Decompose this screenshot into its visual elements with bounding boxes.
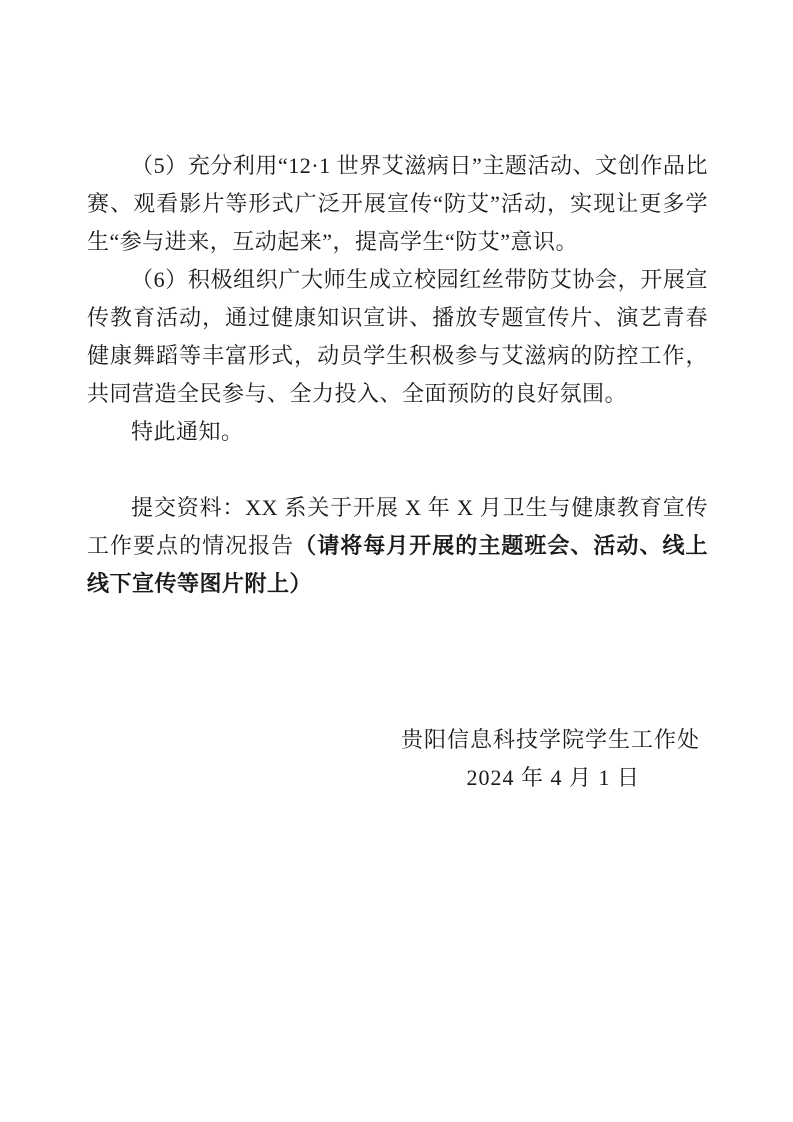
date: 2024 年 4 月 1 日: [466, 765, 640, 790]
paragraph-item-5: （5）充分利用“12·1 世界艾滋病日”主题活动、文创作品比赛、观看影片等形式广泛开展宣传“防艾”活动，实现让更多学生“参与进来，互动起来”，提高学生“防艾”意识。: [87, 153, 708, 254]
materials-paragraph: [87, 489, 708, 603]
materials-text: 提交资料：XX 系关于开展 X 年 X 月卫生与健康教育宣传工作要点的情况报告: [87, 495, 708, 558]
signature: 贵阳信息科技学院学生工作处: [400, 727, 700, 752]
closing-notice: 特此通知。: [131, 419, 244, 444]
materials-bold-note: （请将每月开展的主题班会、活动、线上线下宣传等图片附上）: [87, 533, 708, 596]
paragraph-item-6: （6）积极组织广大师生成立校园红丝带防艾协会，开展宣传教育活动，通过健康知识宣讲、播放专题宣传片、演艺青春健康舞蹈等丰富形式，动员学生积极参与艾滋病的防控工作，共同营造全民参与、全力投入、全面预防的良好氛围。: [87, 267, 708, 406]
